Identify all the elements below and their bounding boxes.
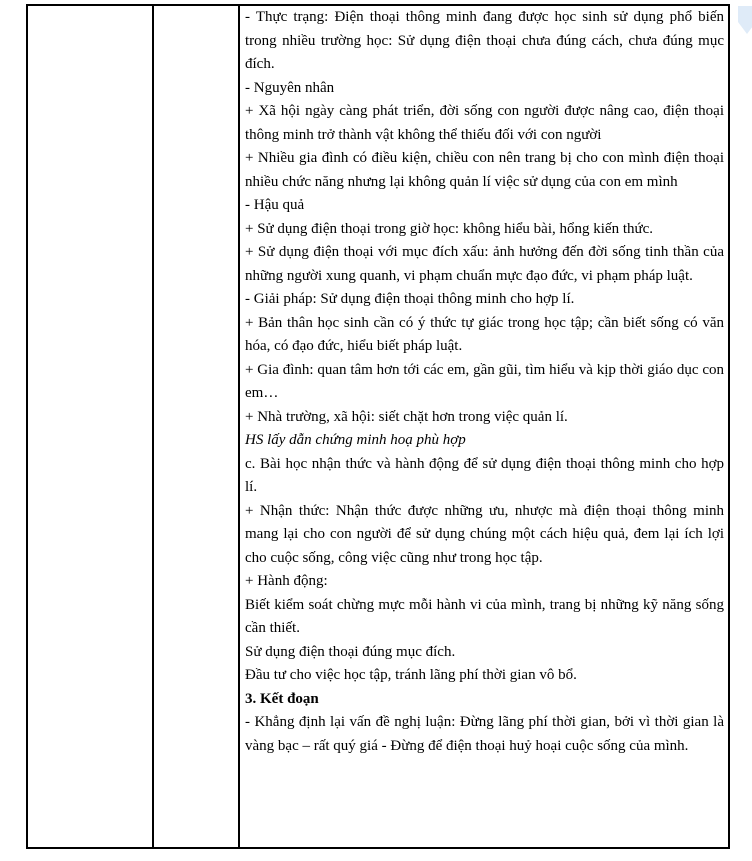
paragraph: - Hậu quả [245, 197, 305, 213]
paragraph: + Nhận thức: Nhận thức được những ưu, nhược mà điện thoại thông minh mang lại cho con người để sử dụng chúng một cách hiệu quả, đem lại ích lợi cho cuộc sống, công việc cũng như trong học tập. [245, 502, 724, 566]
paragraph: + Sử dụng điện thoại trong giờ học: không hiểu bài, hổng kiến thức. [245, 220, 654, 237]
content-text [240, 6, 728, 758]
paragraph: + Nhiều gia đình có điều kiện, chiều con nên trang bị cho con mình điện thoại nhiều chức năng nhưng lại không quản lí việc sử dụng của con em mình [245, 150, 724, 190]
content-cell [239, 5, 729, 848]
paragraph: + Sử dụng điện thoại với mục đích xấu: ảnh hưởng đến đời sống tinh thần của những người xung quanh, vi phạm chuẩn mực đạo đức, vi phạm pháp luật. [245, 244, 724, 284]
corner-watermark-icon [734, 4, 752, 38]
paragraph: - Thực trạng: Điện thoại thông minh đang được học sinh sử dụng phổ biến trong nhiều trường học: Sử dụng điện thoại chưa đúng cách, chưa đúng mục đích. [245, 9, 724, 72]
paragraph: - Nguyên nhân [245, 79, 335, 96]
paragraph: + Nhà trường, xã hội: siết chặt hơn trong việc quản lí. [245, 408, 568, 425]
table-row [27, 5, 729, 848]
paragraph: c. Bài học nhận thức và hành động để sử dụng điện thoại thông minh cho hợp lí. [245, 455, 724, 495]
paragraph: Sử dụng điện thoại đúng mục đích. [245, 643, 456, 660]
paragraph: 3. Kết đoạn [245, 690, 319, 707]
empty-cell-left [27, 5, 153, 848]
paragraph: Biết kiểm soát chừng mực mỗi hành vi của mình, trang bị những kỹ năng sống cần thiết. [245, 596, 724, 636]
empty-cell-middle [153, 5, 239, 848]
paragraph: - Giải pháp: Sử dụng điện thoại thông minh cho hợp lí. [245, 291, 575, 307]
paragraph: - Khẳng định lại vấn đề nghị luận: Đừng lãng phí thời gian, bởi vì thời gian là vàng bạc – rất quý giá - Đừng để điện thoại huỷ hoại cuộc sống của mình. [245, 714, 724, 754]
paragraph: + Gia đình: quan tâm hơn tới các em, gần gũi, tìm hiểu và kịp thời giáo dục con em… [245, 361, 724, 401]
answer-table [26, 4, 730, 849]
paragraph: Đầu tư cho việc học tập, tránh lãng phí thời gian vô bổ. [245, 667, 577, 683]
paragraph: + Hành động: [245, 573, 328, 589]
paragraph: + Xã hội ngày càng phát triển, đời sống con người được nâng cao, điện thoại thông minh trở thành vật không thể thiếu đối với con người [245, 103, 724, 143]
paragraph: HS lấy dẫn chứng minh hoạ phù hợp [245, 432, 466, 448]
paragraph: + Bản thân học sinh cần có ý thức tự giác trong học tập; cần biết sống có văn hóa, có đạo đức, hiểu biết pháp luật. [245, 314, 724, 354]
